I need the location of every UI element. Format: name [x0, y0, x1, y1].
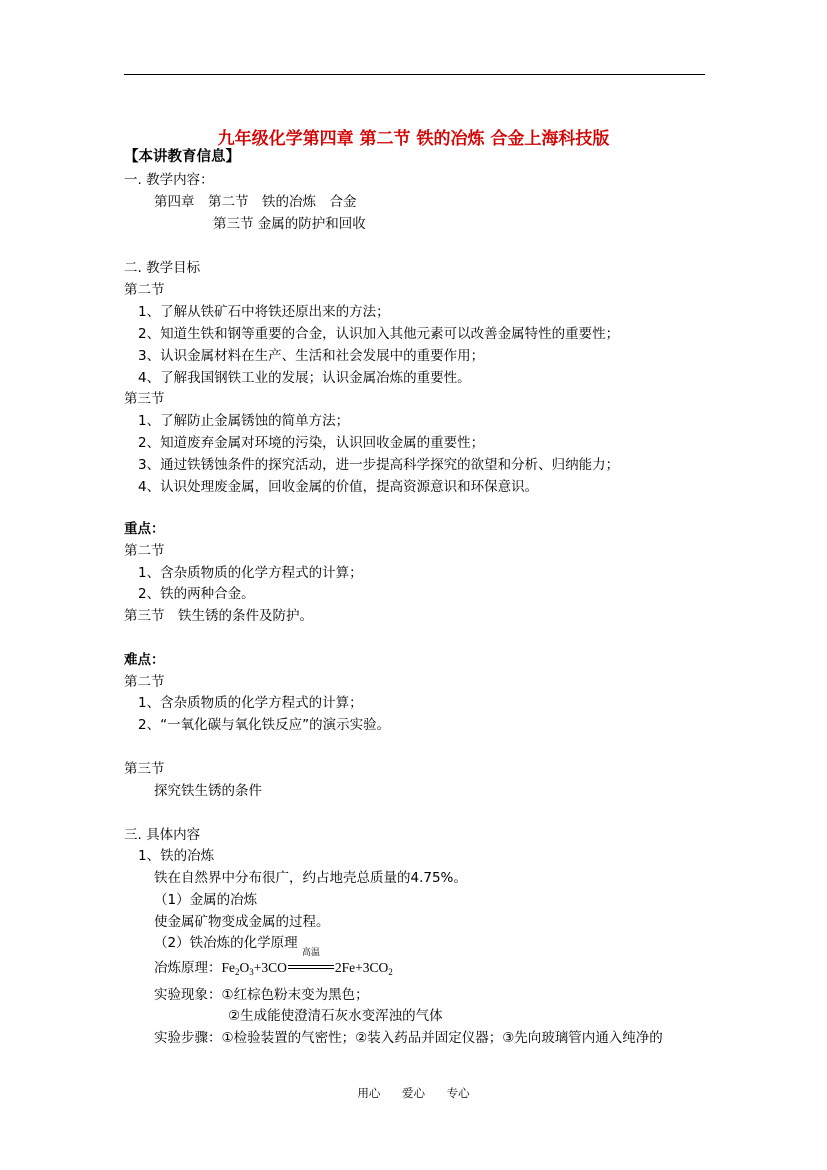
phenomenon-line: 实验现象：①红棕色粉末变为黑色；	[154, 987, 369, 1003]
footer-text: 用心	[357, 1086, 381, 1100]
paragraph: 使金属矿物变成金属的过程。	[154, 914, 330, 930]
subsection-iron-smelting: 1、铁的冶炼	[138, 848, 215, 864]
equation-label: 冶炼原理：	[154, 960, 222, 976]
phenomenon-line-2: ②生成能使澄清石灰水变浑浊的气体	[228, 1008, 443, 1024]
paragraph: （2）铁冶炼的化学原理	[154, 935, 298, 951]
difficult-section3-item: 探究铁生锈的条件	[154, 783, 262, 799]
goal-item: 4、了解我国钢铁工业的发展；认识金属冶炼的重要性。	[138, 370, 471, 386]
section-heading: 【本讲教育信息】	[124, 149, 240, 165]
difficult-item: 1、含杂质物质的化学方程式的计算；	[138, 695, 363, 711]
goal-item: 3、通过铁锈蚀条件的探究活动，进一步提高科学探究的欲望和分析、归纳能力；	[138, 457, 620, 473]
paragraph: 铁在自然界中分布很广，约占地壳总质量的4.75%。	[154, 870, 467, 886]
difficult-section3-label: 第三节	[124, 761, 165, 777]
footer-text: 专心	[446, 1086, 470, 1100]
specific-content-label: 三. 具体内容	[124, 827, 201, 843]
content-line-2: 第三节 金属的防护和回收	[213, 216, 366, 232]
goal-item: 3、认识金属材料在生产、生活和社会发展中的重要作用；	[138, 348, 485, 364]
goals-section3-label: 第三节	[124, 391, 165, 407]
key-section2-label: 第二节	[124, 543, 165, 559]
key-item: 2、铁的两种合金。	[138, 586, 255, 602]
difficult-section2-label: 第二节	[124, 674, 165, 690]
goal-item: 4、认识处理废金属，回收金属的价值，提高资源意识和环保意识。	[138, 479, 539, 495]
smelting-equation-line	[154, 948, 393, 983]
key-item: 1、含杂质物质的化学方程式的计算；	[138, 565, 363, 581]
goal-item: 2、知道废弃金属对环境的污染，认识回收金属的重要性；	[138, 435, 485, 451]
difficult-points-label: 难点：	[124, 652, 165, 668]
steps-line: 实验步骤：①检验装置的气密性；②装入药品并固定仪器；③先向玻璃管内通入纯净的	[154, 1030, 663, 1046]
header-rule	[124, 74, 705, 75]
key-section3-line: 第三节 铁生锈的条件及防护。	[124, 608, 313, 624]
teaching-goals-label: 二. 教学目标	[124, 260, 201, 276]
chemical-equation: $Fe_2O_3+3CO$ 高温 $2Fe+3CO_2$	[221, 948, 393, 977]
paragraph: （1）金属的冶炼	[154, 892, 258, 908]
difficult-item: 2、“一氧化碳与氧化铁反应”的演示实验。	[138, 717, 391, 733]
document-title: 九年级化学第四章 第二节 铁的冶炼 合金上海科技版	[217, 129, 610, 149]
key-points-label: 重点：	[124, 521, 165, 537]
goal-item: 1、了解从铁矿石中将铁还原出来的方法；	[138, 304, 390, 320]
goal-item: 2、知道生铁和钢等重要的合金，认识加入其他元素可以改善金属特性的重要性；	[138, 326, 620, 342]
goals-section2-label: 第二节	[124, 282, 165, 298]
page-footer	[0, 1085, 827, 1101]
content-line-1: 第四章 第二节 铁的冶炼 合金	[154, 194, 357, 210]
teaching-content-label: 一. 教学内容：	[124, 172, 214, 188]
goal-item: 1、了解防止金属锈蚀的简单方法；	[138, 413, 350, 429]
reaction-condition: 高温	[288, 958, 334, 972]
footer-text: 爱心	[402, 1086, 425, 1100]
